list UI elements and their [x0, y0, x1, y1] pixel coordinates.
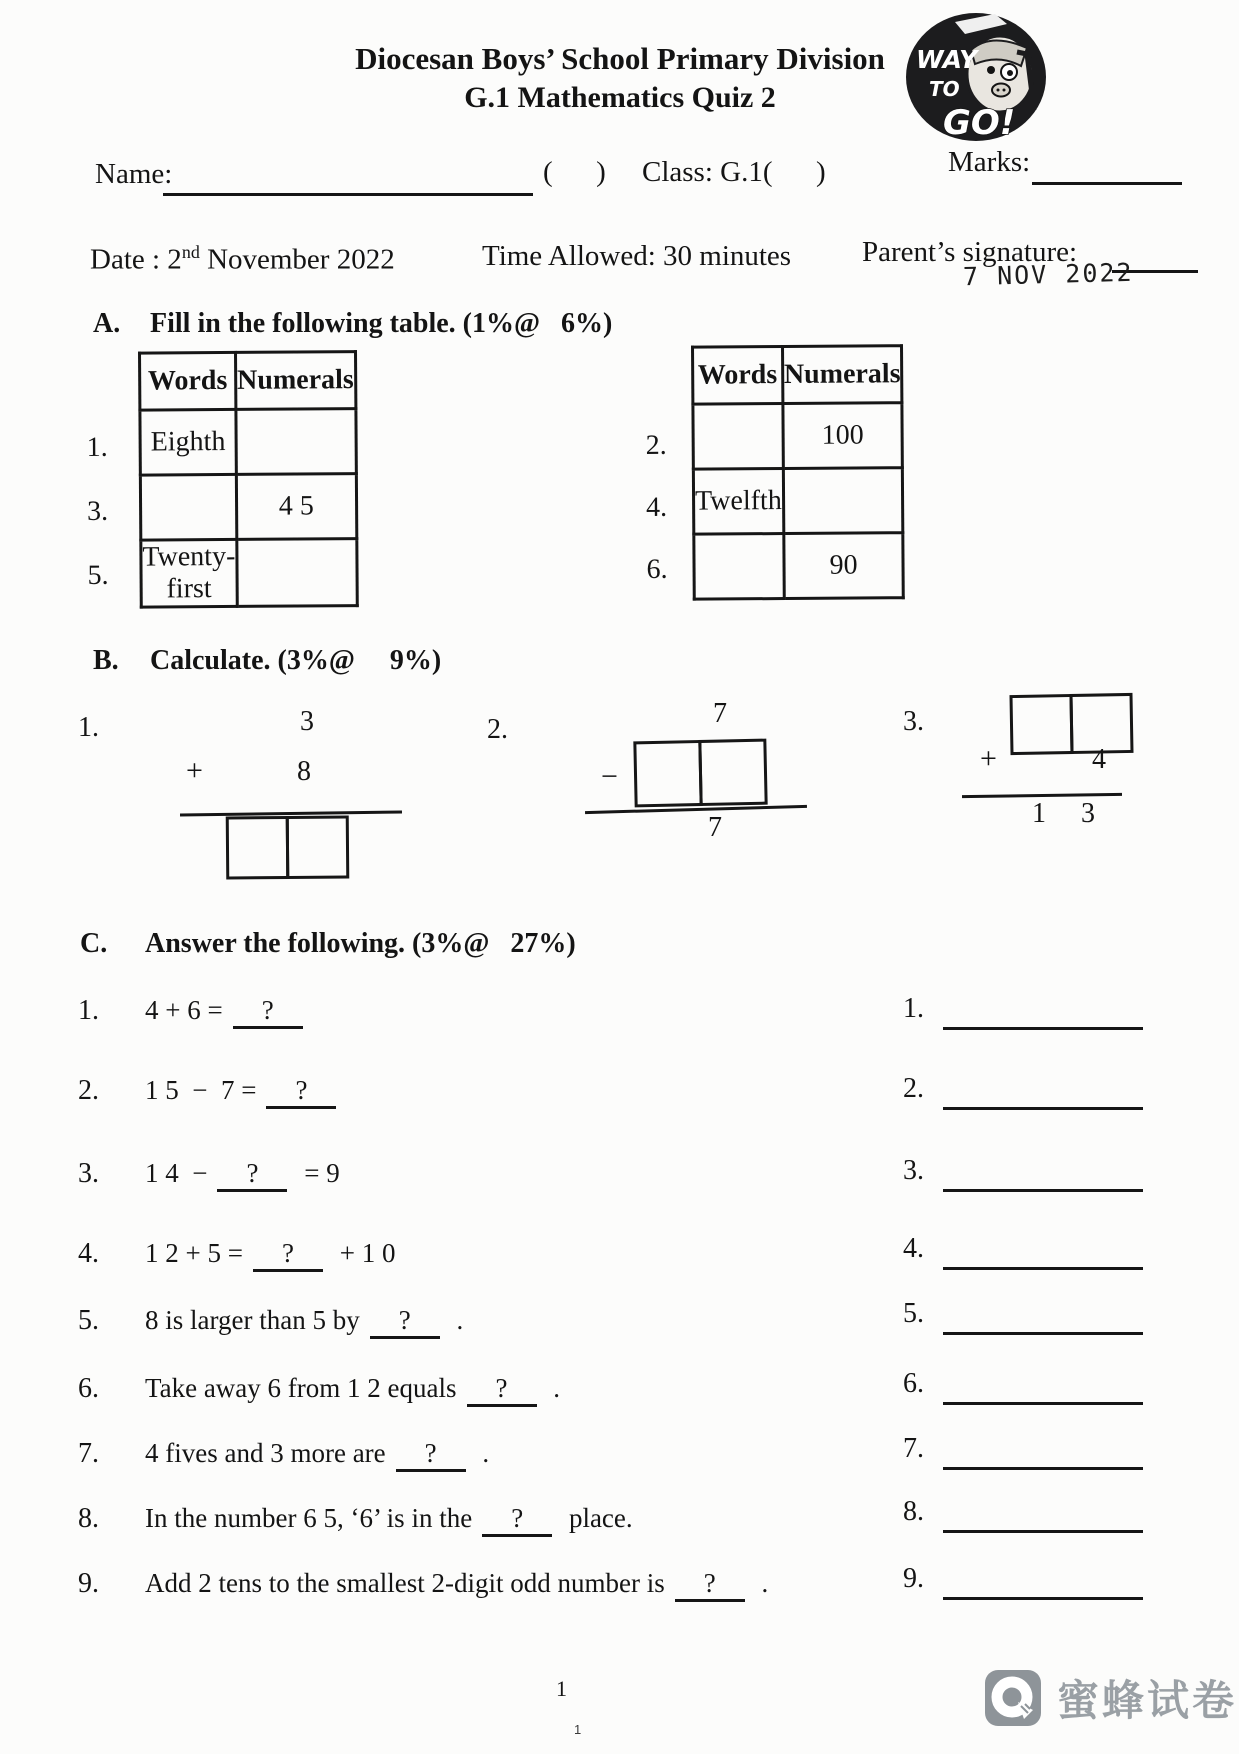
table-header-row	[140, 352, 356, 411]
row-number: 4.	[646, 491, 668, 523]
question-number: 2.	[78, 1075, 99, 1106]
answer-line-row	[903, 1233, 1143, 1270]
date-stamp: 7 NOV 2022	[962, 257, 1134, 292]
answer-writing-line	[943, 1496, 1143, 1533]
answer-boxes	[226, 815, 350, 879]
question-row	[78, 995, 313, 1029]
section-a-label: A.	[93, 308, 121, 339]
answer-line-row	[903, 1563, 1143, 1600]
question-number: 4.	[78, 1238, 99, 1269]
row-number: 5.	[87, 559, 109, 591]
badge-way-text: WAY	[916, 45, 978, 74]
answer-blank: ?	[370, 1305, 440, 1339]
words-numerals-table	[691, 344, 905, 600]
table-row	[693, 403, 903, 469]
answer-writing-line	[943, 1368, 1143, 1405]
table-header-row	[693, 346, 903, 404]
section-a-title: Fill in the following table. (1%@ 6%)	[150, 308, 613, 339]
words-numerals-table	[138, 350, 358, 609]
question-text-after: + 1 0	[332, 1238, 396, 1268]
question-text: Take away 6 from 1 2 equals	[145, 1373, 457, 1403]
answer-line-number: 4.	[903, 1233, 924, 1264]
parent-signature-label: Parent’s signature:	[862, 236, 1078, 268]
col-header-words: Words	[693, 347, 783, 405]
sum-result: 1 3	[1032, 798, 1095, 829]
table-row	[140, 474, 356, 541]
numerals-cell: 100	[783, 403, 903, 469]
question-text: 4 fives and 3 more are	[145, 1438, 386, 1468]
quiz-title: G.1 Mathematics Quiz 2	[464, 80, 776, 114]
table-row	[141, 539, 357, 608]
watermark	[985, 1668, 1237, 1728]
page-number: 1	[556, 1676, 567, 1701]
answer-writing-line	[943, 1073, 1143, 1110]
class-label: Class: G.1( )	[642, 156, 826, 188]
date-label	[90, 242, 395, 277]
plus-operator: +	[980, 742, 997, 775]
question-row	[78, 1075, 346, 1109]
name-underline	[163, 193, 533, 196]
question-row	[78, 1305, 463, 1339]
date-rest: November 2022	[199, 243, 395, 276]
difference-line	[585, 805, 807, 814]
answer-line-number: 8.	[903, 1496, 924, 1527]
numerals-cell	[783, 468, 903, 534]
question-text-after: = 9	[297, 1158, 340, 1188]
col-header-numerals: Numerals	[782, 346, 902, 404]
answer-line-row	[903, 1368, 1143, 1405]
addend-bottom: 4	[1092, 744, 1106, 775]
section-c-title: Answer the following. (3%@ 27%)	[145, 928, 576, 959]
table-row	[693, 468, 903, 534]
question-number: 9.	[78, 1568, 99, 1599]
col-header-words: Words	[140, 352, 236, 410]
col-header-numerals: Numerals	[235, 352, 355, 410]
answer-line-row	[903, 1155, 1143, 1192]
question-text: 8 is larger than 5 by	[145, 1305, 360, 1335]
addend-bottom: 8	[297, 756, 311, 787]
question-text-after: place.	[562, 1503, 633, 1533]
words-cell	[693, 404, 783, 470]
question-text: 1 2 + 5 =	[145, 1238, 243, 1268]
answer-line-number: 2.	[903, 1073, 924, 1104]
table-row	[140, 409, 356, 476]
marks-label: Marks:	[948, 146, 1031, 178]
numerals-cell	[236, 409, 356, 475]
answer-line-number: 7.	[903, 1433, 924, 1464]
answer-writing-line	[943, 1155, 1143, 1192]
question-number: 7.	[78, 1438, 99, 1469]
row-number: 1.	[86, 431, 108, 463]
addend-top: 3	[300, 706, 314, 737]
words-cell: Eighth	[140, 409, 236, 475]
minus-operator: −	[601, 760, 618, 793]
problem-number: 3.	[903, 706, 924, 737]
section-b-label: B.	[93, 645, 119, 676]
answer-blank: ?	[675, 1568, 745, 1602]
marks-underline	[1032, 182, 1182, 185]
question-text: 1 5 − 7 =	[145, 1075, 257, 1105]
answer-writing-line	[943, 1298, 1143, 1335]
time-allowed-label: Time Allowed: 30 minutes	[482, 240, 792, 272]
question-row	[78, 1503, 633, 1537]
date-ordinal: nd	[181, 242, 200, 262]
answer-box	[1009, 694, 1073, 755]
question-row	[78, 1158, 340, 1192]
name-label: Name:	[95, 158, 173, 190]
question-number: 5.	[78, 1305, 99, 1336]
words-cell	[694, 534, 784, 600]
row-number: 6.	[646, 553, 668, 585]
question-text: 1 4 −	[145, 1158, 208, 1188]
problem-number: 2.	[487, 714, 508, 745]
section-b-title: Calculate. (3%@ 9%)	[150, 645, 442, 676]
question-text: In the number 6 5, ‘6’ is in the	[145, 1503, 473, 1533]
page-title	[240, 40, 1000, 116]
name-paren: ( )	[543, 156, 606, 188]
answer-line-number: 6.	[903, 1368, 924, 1399]
answer-line-row	[903, 1496, 1143, 1533]
question-text: 4 + 6 =	[145, 995, 223, 1025]
question-row	[78, 1438, 489, 1472]
answer-blank: ?	[253, 1238, 323, 1272]
answer-writing-line	[943, 1563, 1143, 1600]
answer-writing-line	[943, 1433, 1143, 1470]
words-cell: Twelfth	[693, 469, 783, 535]
answer-box	[286, 815, 350, 879]
question-row	[78, 1238, 395, 1272]
watermark-text: 蜜蜂试卷	[1057, 1677, 1238, 1724]
answer-blank: ?	[467, 1373, 537, 1407]
answer-line-row	[903, 1073, 1143, 1110]
question-row	[78, 1373, 560, 1407]
badge-to-text: TO	[929, 77, 960, 101]
answer-line-row	[903, 993, 1143, 1030]
row-number: 3.	[87, 495, 109, 527]
section-c-label: C.	[80, 928, 108, 959]
date-prefix: Date : 2	[90, 243, 182, 276]
question-number: 8.	[78, 1503, 99, 1534]
question-text: Add 2 tens to the smallest 2-digit odd number is	[145, 1568, 665, 1598]
question-number: 3.	[78, 1158, 99, 1189]
difference-result: 7	[708, 812, 722, 843]
answer-boxes	[1009, 693, 1133, 755]
question-text-after: .	[546, 1373, 561, 1403]
answer-boxes	[633, 739, 767, 808]
numerals-cell: 4 5	[236, 474, 356, 540]
question-text-after: .	[475, 1438, 490, 1468]
answer-line-number: 9.	[903, 1563, 924, 1594]
badge-go-text: GO!	[943, 103, 1016, 143]
question-number: 6.	[78, 1373, 99, 1404]
row-number: 2.	[645, 429, 667, 461]
answer-box	[698, 739, 767, 806]
answer-writing-line	[943, 993, 1143, 1030]
answer-blank: ?	[217, 1158, 287, 1192]
table-row	[694, 533, 904, 599]
question-text-after: .	[449, 1305, 464, 1335]
way-to-go-sticker-icon	[903, 10, 1050, 144]
numerals-cell: 90	[784, 533, 904, 599]
answer-blank: ?	[396, 1438, 466, 1472]
answer-box	[226, 816, 290, 880]
numerals-cell	[237, 539, 357, 607]
words-cell	[140, 474, 236, 540]
answer-line-number: 1.	[903, 993, 924, 1024]
problem-number: 1.	[78, 712, 99, 743]
way-to-go-badge	[903, 10, 1050, 149]
answer-line-number: 5.	[903, 1298, 924, 1329]
question-row	[78, 1568, 768, 1602]
question-number: 1.	[78, 995, 99, 1026]
answer-blank: ?	[266, 1075, 336, 1109]
answer-writing-line	[943, 1233, 1143, 1270]
school-name: Diocesan Boys’ School Primary Division	[355, 41, 885, 76]
minuend: 7	[713, 698, 727, 729]
watermark-logo-icon	[985, 1670, 1041, 1726]
words-cell: Twenty-first	[141, 539, 237, 607]
answer-box	[633, 740, 702, 807]
page-number-small: 1	[574, 1722, 582, 1737]
answer-line-number: 3.	[903, 1155, 924, 1186]
answer-blank: ?	[482, 1503, 552, 1537]
answer-blank: ?	[233, 995, 303, 1029]
question-text-after: .	[754, 1568, 769, 1598]
answer-line-row	[903, 1433, 1143, 1470]
plus-operator: +	[186, 754, 203, 787]
answer-line-row	[903, 1298, 1143, 1335]
